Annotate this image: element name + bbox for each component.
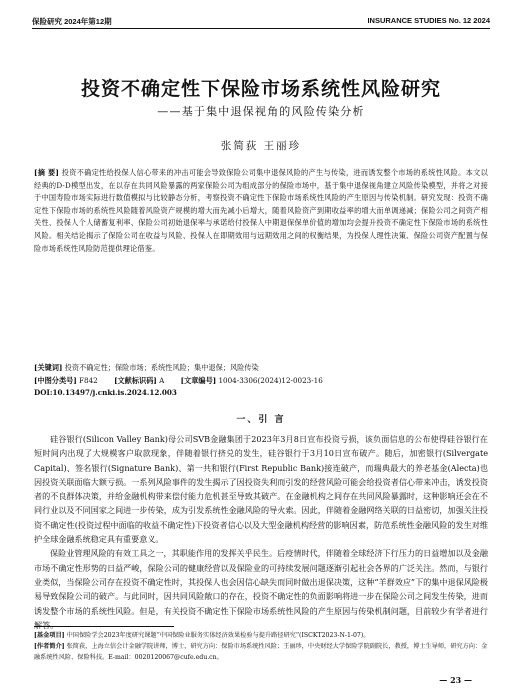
article-title: 投资不确定性下保险市场系统性风险研究	[80, 78, 441, 100]
author-bio-label: [作者简介]	[34, 643, 65, 650]
body-text	[34, 432, 488, 632]
abstract	[34, 167, 488, 255]
section-heading: 一、引 言	[236, 415, 286, 425]
fund-row	[34, 630, 488, 641]
abstract-label: [摘 要]	[34, 168, 60, 177]
fund-label: [基金项目]	[34, 632, 65, 639]
fund-text: 中国保险学会2023年度研究课题“中国保险业服务实体经济效果检验与提升路径研究”(ISCKT2023-N-1-07)。	[66, 632, 370, 639]
article-meta	[34, 362, 488, 400]
clc-value: F842	[79, 375, 98, 385]
footnote	[34, 630, 488, 663]
author-bio-text: 张简荻，上海立信会计金融学院讲师，博士，研究方向：保险市场系统性风险；王丽珍，中央财经大学保险学院副院长，教授，博士生导师，研究方向：金融系统性风险、保险科技。E-mail：0020120067@cufe.edu.cn。	[34, 643, 488, 661]
classification-row	[34, 375, 488, 388]
article-id-label: [文章编号]	[180, 375, 217, 385]
abstract-text: 投资不确定性给投保人信心带来的冲击可能会导致保险公司集中退保风险的产生与传染，进而诱发整个市场的系统性风险。本文以经典的D-D模型出发，在以存在共同风险暴露的两家保险公司为组成部分的保险市场中，基于集中退保视角建立风险传染模型，并将之对接于中国寿险市场实际进行数值模拟与比较静态分析，考察投资不确定性下保险市场系统性风险的产生原因与传染机制。研究发现：投资不确定性下保险市场的系统性风险随着风险资产规模的增大而先减小后增大，随着风险资产到期收益率的增大而单调递减；保险公司之间资产相关性、投保人个人储蓄复利率、保险公司初始退保率与承诺给付投保人中期退保保单价值的增加均会提升投资不确定性下保险市场的系统性风险。相关结论揭示了保险公司在收益与风险、投保人在即期效用与远期效用之间的权衡结果，为投保人理性决策、保险公司资产配置与保险市场系统性风险防范提供理论借鉴。	[34, 168, 488, 253]
journal-issue-en: INSURANCE STUDIES No. 12 2024	[367, 16, 490, 25]
body-paragraph-2: 保险业管理风险的有效工具之一，其职能作用的发挥关乎民生。后疫情时代，伴随着全球经济下行压力的日益增加以及金融市场不确定性形势的日益严峻，保险公司的健康经营以及保险业的可持续发展问题逐渐引起社会各界的广泛关注。然而，与银行业类似，当保险公司存在投资不确定性时，其投保人也会因信心缺失而同时做出退保决策，这种“羊群效应”下的集中退保风险极易导致保险公司的破产。与此同时，因共同风险敞口的存在，投资不确定性的负面影响将进一步在保险公司之间发生传染，进而诱发整个市场的系统性风险。但是，有关投资不确定性下保险市场系统性风险的产生原因与传染机制问题，目前较少有学者进行解答。	[34, 548, 488, 630]
authors: 张简荻 王丽珍	[220, 140, 302, 152]
body-paragraph-1: 硅谷银行(Silicon Valley Bank)母公司SVB金融集团于2023年3月8日宣布投资亏损，该负面信息的公布使得硅谷银行在短时间内出现了大规模客户取款现象，伴随着银行挤兑的发生，硅谷银行于3月10日宣布破产。随后，加密银行(Silvergate Capital)、签名银行(Signature Bank)、第一共和银行(First Republic Bank)接连破产，而瑞典最大的养老基金(Alecta)也因投资关联面临大额亏损。一系列风险事件的发生揭示了因投资失利而引发的经营风险可能会给投资者信心带来冲击，诱发投资者的不良群体决策，并给金融机构带来偿付能力危机甚至导致其破产。在金融机构之间存在共同风险暴露时，这种影响还会在不同行业以及不同国家之间进一步传染，成为引发系统性金融风险的导火索。因此，伴随着金融网络关联的日益密切，加强关注投资不确定性(投资过程中面临的收益不确定性)下投资者信心以及大型金融机构经营的影响因素，防范系统性金融风险的发生对维护全球金融系统稳定具有重要意义。	[34, 434, 488, 545]
keywords-row	[34, 362, 488, 375]
article-id-value: 1004-3306(2024)12-0023-16	[218, 375, 323, 385]
keywords-text: 投资不确定性；保险市场；系统性风险；集中退保；风险传染	[64, 363, 259, 372]
keywords-label: [关键词]	[34, 363, 63, 372]
running-header	[32, 14, 490, 28]
article-subtitle: ——基于集中退保视角的风险传染分析	[157, 105, 365, 118]
footnote-rule	[34, 626, 174, 627]
clc-label: [中图分类号]	[34, 375, 77, 385]
doi: DOI:10.13497/j.cnki.is.2024.12.003	[34, 388, 177, 398]
doc-code-value: A	[159, 375, 165, 385]
author-bio-row	[34, 641, 488, 663]
header-rule	[32, 28, 490, 29]
journal-issue: 保险研究 2024年第12期	[32, 17, 112, 26]
doc-code-label: [文献标识码]	[114, 375, 157, 385]
page-number: — 23 —	[439, 675, 472, 685]
